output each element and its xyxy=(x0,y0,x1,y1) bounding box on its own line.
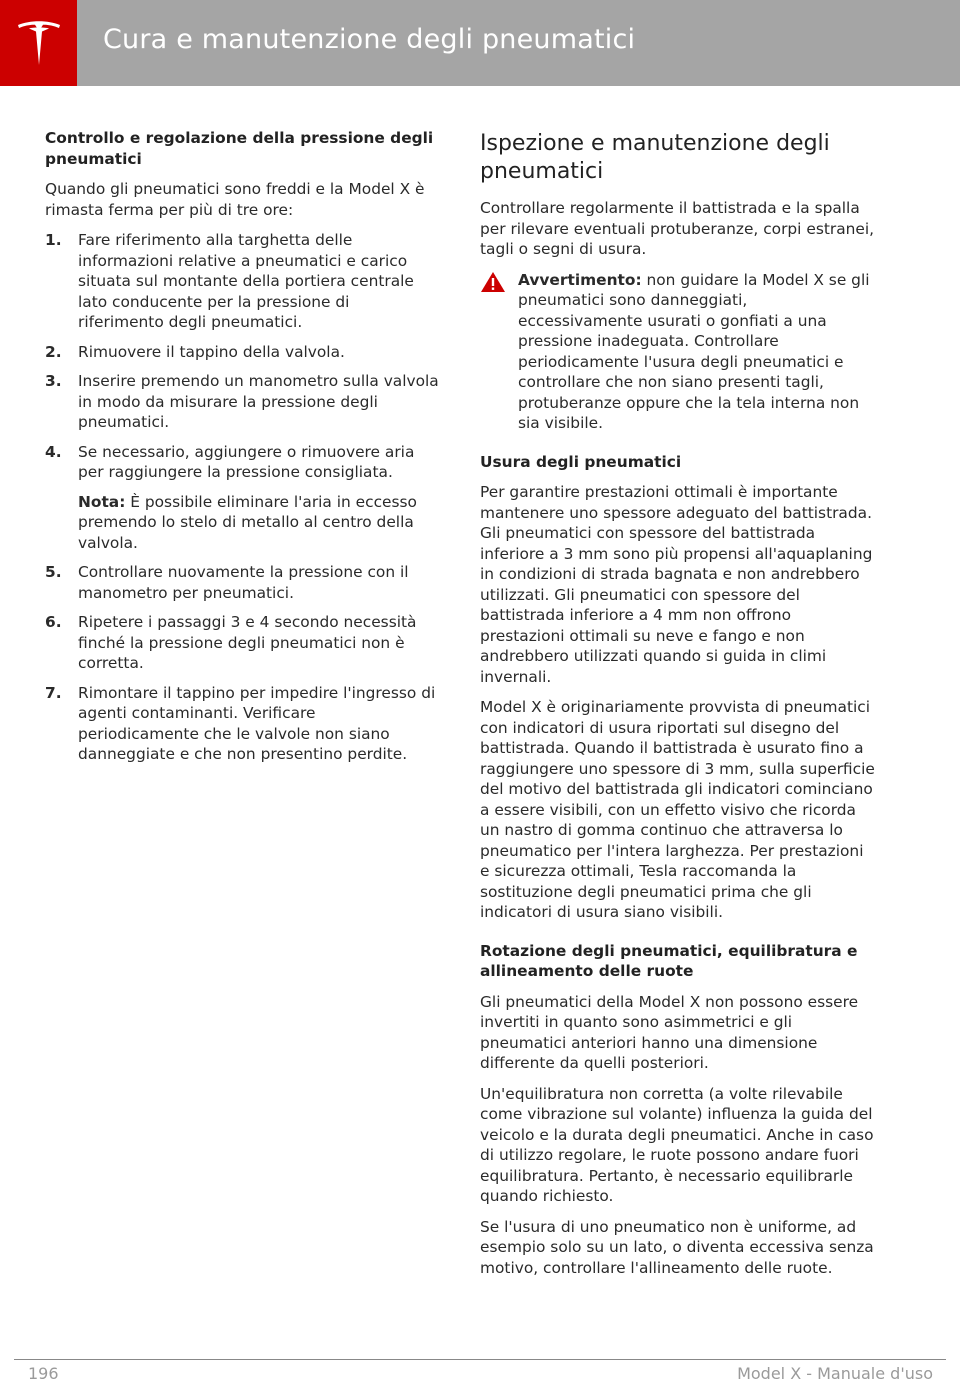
warning-label: Avvertimento: xyxy=(518,270,642,289)
left-column xyxy=(45,128,440,774)
list-item xyxy=(45,371,440,433)
step-number: 7. xyxy=(45,683,62,702)
pressure-intro: Quando gli pneumatici sono freddi e la Model X è rimasta ferma per più di tre ore: xyxy=(45,180,425,219)
step-text: Inserire premendo un manometro sulla valvola in modo da misurare la pressione degli pneumatici. xyxy=(78,372,439,431)
step-text: Rimontare il tappino per impedire l'ingresso di agenti contaminanti. Verificare periodicamente che le valvole non siano danneggiate e che non presentino perdite. xyxy=(78,683,436,763)
list-item xyxy=(45,683,440,765)
note-text: È possibile eliminare l'aria in eccesso premendo lo stelo di metallo al centro della valvola. xyxy=(78,492,417,552)
section-heading-wear: Usura degli pneumatici xyxy=(480,452,682,471)
page-title: Cura e manutenzione degli pneumatici xyxy=(103,24,636,55)
pressure-steps xyxy=(45,230,440,765)
logo-box xyxy=(0,0,77,86)
step-number: 3. xyxy=(45,372,62,390)
warning-box xyxy=(480,270,875,434)
rotation-paragraph-1: Gli pneumatici della Model X non possono essere invertiti in quanto sono asimmetrici e gli pneumatici anteriori hanno una dimensione differente da quelli posteriori. xyxy=(480,992,859,1072)
footer-divider xyxy=(14,1359,946,1360)
wear-paragraph-1: Per garantire prestazioni ottimali è importante mantenere uno spessore adeguato del battistrada. Gli pneumatici con spessore del battistrada inferiore a 3 mm sono più propensi all'aquaplaning in condizioni di strada bagnata e non andrebbero utilizzati. Gli pneumatici con spessore del battistrada inferiore a 4 mm non offrono prestazioni ottimali su neve e fango e non andrebbero utilizzati quando si guida in climi invernali. xyxy=(480,483,873,686)
page-number: 196 xyxy=(28,1364,59,1383)
warning-triangle-icon xyxy=(480,271,506,293)
note-label: Nota: xyxy=(78,492,126,511)
list-item xyxy=(45,442,440,554)
inspection-intro: Controllare regolarmente il battistrada e la spalla per rilevare eventuali protuberanze, corpi estranei, tagli o segni di usura. xyxy=(480,199,875,258)
section-heading-rotation: Rotazione degli pneumatici, equilibratura e allineamento delle ruote xyxy=(480,941,858,980)
list-item xyxy=(45,562,440,603)
list-item xyxy=(45,612,440,674)
step-text: Controllare nuovamente la pressione con il manometro per pneumatici. xyxy=(78,563,409,602)
step-text: Fare riferimento alla targhetta delle informazioni relative a pneumatici e carico situata sul montante della portiera centrale lato conducente per la pressione di riferimento degli pneumatici. xyxy=(78,231,414,331)
step-number: 1. xyxy=(45,231,62,249)
rotation-paragraph-2: Un'equilibratura non corretta (a volte rilevabile come vibrazione sul volante) influenza la guida del veicolo e la durata degli pneumatici. Anche in caso di utilizzo regolare, le ruote possono andare fuori equilibratura. Pertanto, è necessario equilibrarle quando richiesto. xyxy=(480,1084,874,1205)
step-number: 2. xyxy=(45,342,62,361)
section-heading-inspection: Ispezione e manutenzione degli pneumatici xyxy=(480,131,830,184)
step-number: 4. xyxy=(45,442,62,461)
step-text: Rimuovere il tappino della valvola. xyxy=(78,342,345,361)
right-column xyxy=(480,130,875,1288)
step-note xyxy=(78,492,440,554)
page-header xyxy=(0,0,960,86)
wear-paragraph-2: Model X è originariamente provvista di pneumatici con indicatori di usura riportati sul disegno del battistrada. Quando il battistrada è usurato fino a raggiungere uno spessore di 3 mm, sulla superficie del motivo del battistrada gli indicatori cominciano a essere visibili, con un effetto visivo che ricorda un nastro di gomma continuo che attraversa lo pneumatico per l'intera larghezza. Per prestazioni e sicurezza ottimali, Tesla raccomanda la sostituzione degli pneumatici prima che gli indicatori di usura siano visibili. xyxy=(480,698,875,921)
list-item xyxy=(45,230,440,333)
warning-text: non guidare la Model X se gli pneumatici sono danneggiati, eccessivamente usurati o gonfiati a una pressione inadeguata. Controllare periodicamente l'usura degli pneumatici e controllare che non siano presenti tagli, protuberanze oppure che la tela interna non sia visibile. xyxy=(518,270,870,432)
step-number: 6. xyxy=(45,613,62,631)
step-text: Ripetere i passaggi 3 e 4 secondo necessità finché la pressione degli pneumatici non è corretta. xyxy=(78,613,417,672)
step-number: 5. xyxy=(45,563,62,581)
footer-title: Model X - Manuale d'uso xyxy=(737,1364,933,1383)
rotation-paragraph-3: Se l'usura di uno pneumatico non è uniforme, ad esempio solo su un lato, o diventa eccessiva senza motivo, controllare l'allineamento delle ruote. xyxy=(480,1217,874,1277)
step-text: Se necessario, aggiungere o rimuovere aria per raggiungere la pressione consigliata. xyxy=(78,442,415,481)
tesla-logo-icon xyxy=(16,19,62,67)
section-heading-pressure: Controllo e regolazione della pressione degli pneumatici xyxy=(45,129,434,168)
list-item xyxy=(45,342,440,363)
